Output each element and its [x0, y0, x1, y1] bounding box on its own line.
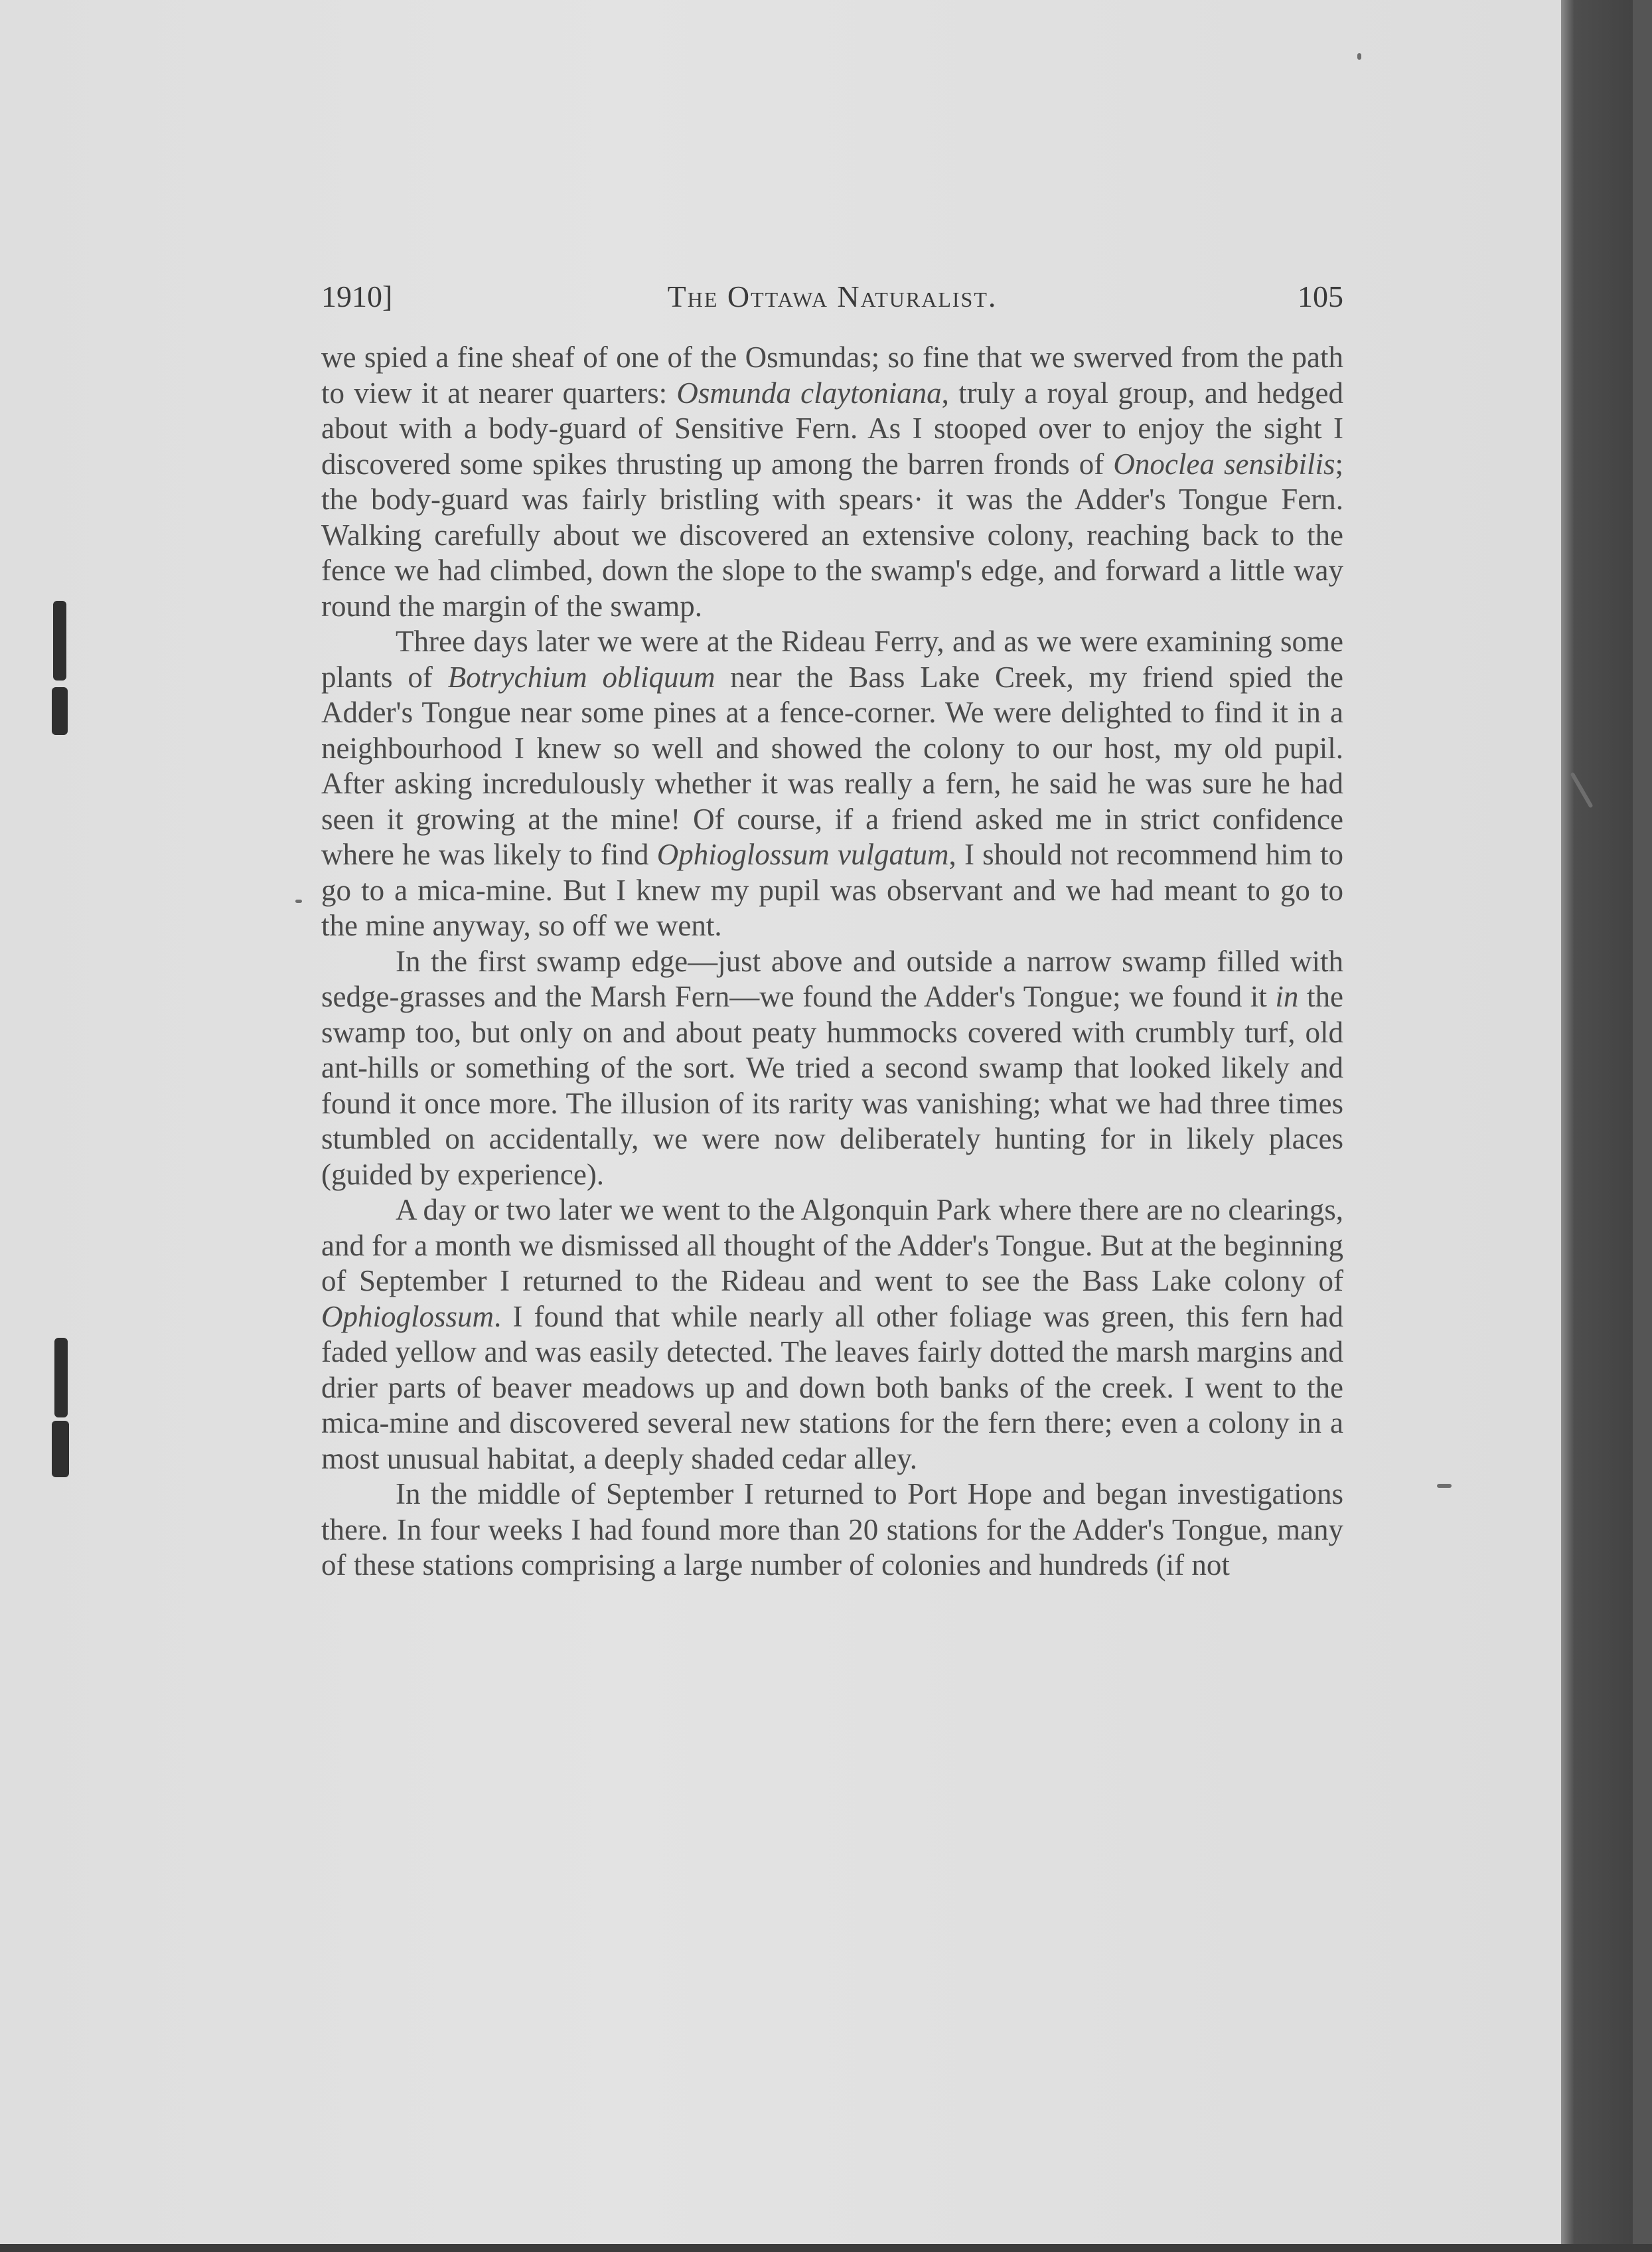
paragraph: [321, 1477, 1343, 1583]
paragraph: [321, 340, 1343, 624]
text-run: Three days later we were at the Rideau Ferry, and as we were examining some plants of: [321, 625, 1343, 694]
dust-speck: [1437, 1484, 1452, 1488]
italic-species-name: in: [1275, 980, 1299, 1013]
text-run: A day or two later we went to the Algonquin Park where there are no clearings, and for a month we dismissed all thought of the Adder's Tongue. But at the beginning of September I returned to the Rideau and went to see the Bass Lake colony of: [321, 1193, 1343, 1297]
journal-title: The Ottawa Naturalist.: [667, 280, 998, 313]
text-run: we spied a fine sheaf of one of the Osmundas; so fine that we swerved from the path to view it at nearer quarters:: [321, 341, 1343, 410]
paragraph: [321, 1192, 1343, 1477]
dust-speck: [1357, 53, 1361, 60]
italic-species-name: Ophioglossum: [321, 1299, 494, 1333]
scanner-bottom-edge: [0, 2244, 1652, 2252]
page-number: 105: [1298, 280, 1343, 313]
text-run: In the first swamp edge—just above and outside a narrow swamp filled with sedge-grasses and the Marsh Fern—we found the Adder's Tongue; we found it: [321, 944, 1343, 1013]
article-body: [321, 340, 1343, 1583]
header-year: 1910]: [321, 280, 393, 313]
paragraph: [321, 624, 1343, 944]
text-run: the swamp too, but only on and about peaty hummocks covered with crumbly turf, old ant-hills or something of the sort. We tried a second swamp that looked likely and found it once more. The illusion of its rarity was vanishing; what we had three times stumbled on accidentally, we were now deliberately hunting for in likely places (guided by experience).: [321, 980, 1343, 1191]
binding-mark: [53, 601, 66, 681]
paragraph: [321, 944, 1343, 1193]
text-run: In the middle of September I returned to Port Hope and began investigations there. In four weeks I had found more than 20 stations for the Adder's Tongue, many of these stations comprising a large number of colonies and hundreds (if not: [321, 1477, 1343, 1581]
text-run: , I should not recommend him to go to a mica-mine. But I knew my pupil was observant and we had meant to go to the mine anyway, so off we went.: [321, 838, 1344, 942]
binding-mark: [52, 1421, 69, 1477]
italic-species-name: Osmunda claytoniana: [676, 376, 942, 410]
text-run: ; the body-guard was fairly bristling with spears· it was the Adder's Tongue Fern. Walking carefully about we discovered an extensive colony, reaching back to the fence we had climbed, down the slope to the swamp's edge, and forward a little way round the margin of the swamp.: [321, 447, 1344, 623]
scanner-edge-stripe: [1633, 0, 1652, 2244]
italic-species-name: Botrychium obliquum: [447, 660, 715, 694]
italic-species-name: Ophioglossum vulgatum: [656, 838, 949, 871]
text-run: . I found that while nearly all other foliage was green, this fern had faded yellow and was easily detected. The leaves fairly dotted the marsh margins and drier parts of beaver meadows up and down both banks of the creek. I went to the mica-mine and discovered several new stations for the fern there; even a colony in a most unusual habitat, a deeply shaded cedar alley.: [321, 1299, 1343, 1475]
binding-mark: [52, 687, 68, 735]
text-run: near the Bass Lake Creek, my friend spied the Adder's Tongue near some pines at a fence-corner. We were delighted to find it in a neighbourhood I knew so well and showed the colony to our host, my old pupil. After asking incredulously whether it was really a fern, he said he was sure he had seen it growing at the mine! Of course, if a friend asked me in strict confidence where he was likely to find: [321, 660, 1344, 871]
running-header: [321, 279, 1343, 319]
italic-species-name: Onoclea sensibilis: [1113, 447, 1335, 481]
binding-mark: [54, 1338, 68, 1417]
text-run: , truly a royal group, and hedged about with a body-guard of Sensitive Fern. As I stooped over to enjoy the sight I discovered some spikes thrusting up among the barren fronds of: [321, 376, 1343, 481]
dust-speck: [295, 900, 302, 903]
